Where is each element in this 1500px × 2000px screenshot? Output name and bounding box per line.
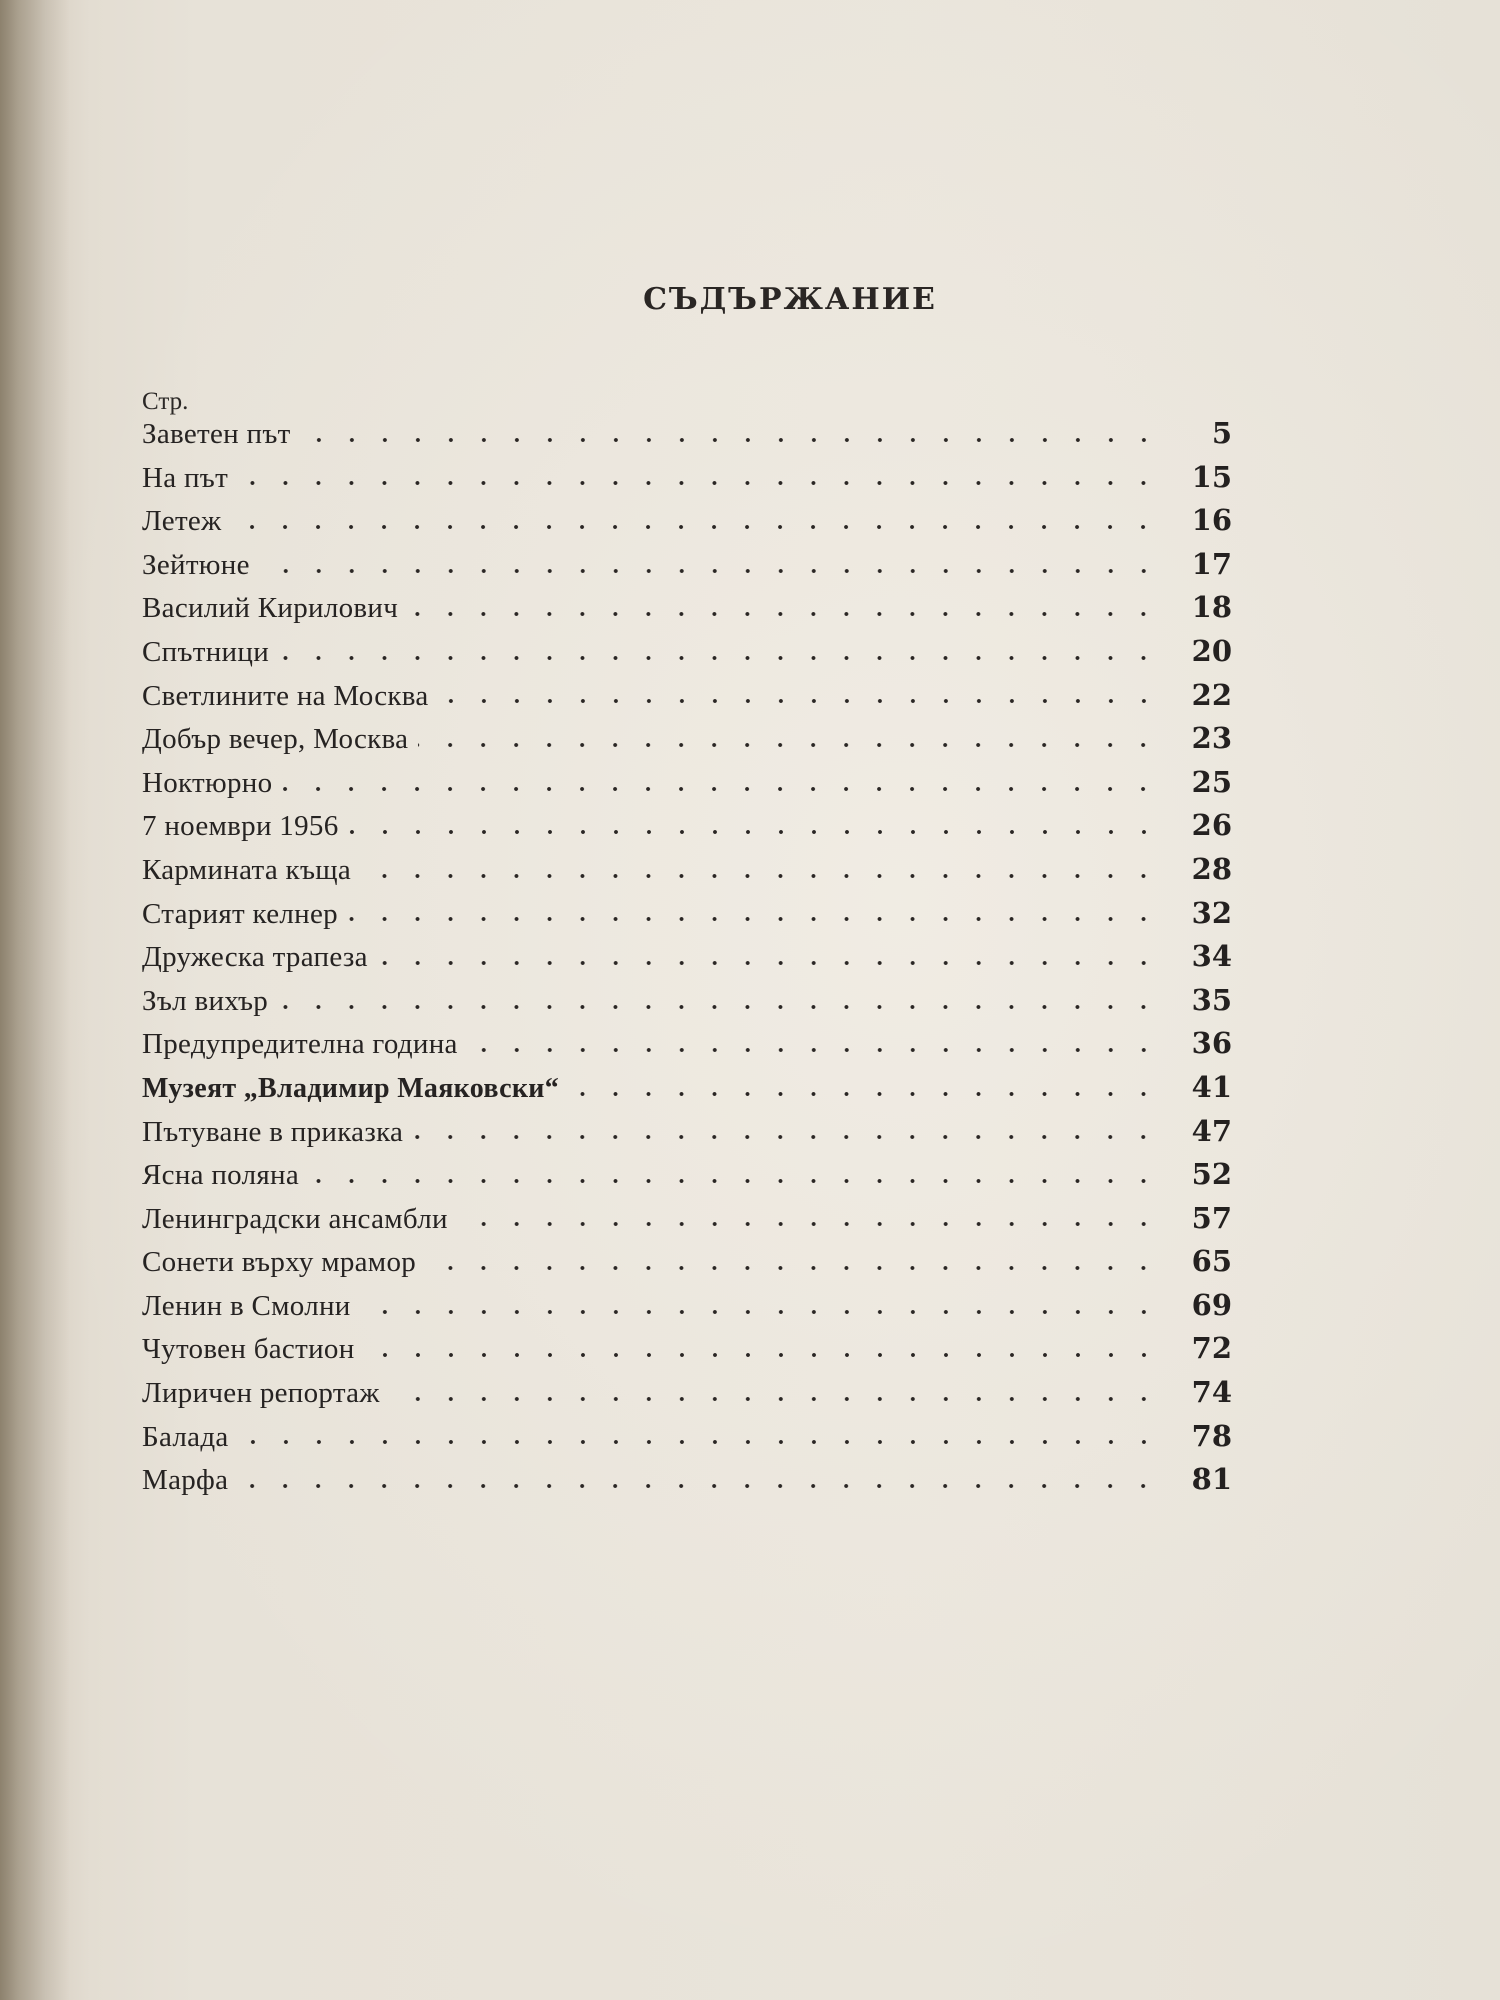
toc-entry-page-number: 47 xyxy=(1191,1113,1232,1148)
dot-leader xyxy=(468,1048,1160,1052)
toc-entry-title: Спътници xyxy=(142,635,270,668)
toc-entry-page-number: 69 xyxy=(1191,1287,1232,1322)
dot-leader xyxy=(348,917,1160,921)
toc-entry-title: Лиричен репортаж xyxy=(142,1377,380,1410)
toc-entry xyxy=(142,1415,1232,1459)
toc-entry-page-number: 16 xyxy=(1191,503,1232,538)
toc-entry xyxy=(142,1458,1232,1502)
dot-leader xyxy=(458,1222,1160,1226)
toc-entry xyxy=(142,1197,1232,1241)
toc-entry xyxy=(142,456,1232,500)
toc-entry-title: Балада xyxy=(142,1420,229,1453)
toc-entry-page-number: 28 xyxy=(1191,851,1232,886)
toc-entry xyxy=(142,804,1232,848)
toc-entry-page-number: 72 xyxy=(1191,1331,1232,1366)
dot-leader xyxy=(260,569,1160,573)
dot-leader xyxy=(361,874,1160,878)
toc-entry-page-number: 5 xyxy=(1211,416,1232,450)
toc-entry-page-number: 20 xyxy=(1191,633,1232,668)
toc-entry-title: Летеж xyxy=(142,505,222,538)
toc-entry xyxy=(142,1066,1232,1110)
dot-leader xyxy=(239,1440,1160,1444)
toc-entry-title: 7 ноември 1956 xyxy=(142,810,339,843)
toc-entry xyxy=(142,1110,1232,1154)
dot-leader xyxy=(418,743,1160,747)
toc-entry-page-number: 74 xyxy=(1191,1375,1232,1410)
toc-entry-title: Ноктюрно xyxy=(142,766,273,799)
toc-entry-title: Зъл вихър xyxy=(142,984,269,1017)
toc-entry xyxy=(142,674,1232,718)
toc-entry-title: Ясна поляна xyxy=(142,1159,299,1192)
toc-entry xyxy=(142,717,1232,761)
toc-entry-page-number: 32 xyxy=(1191,895,1232,930)
toc-entry xyxy=(142,1153,1232,1197)
toc-entry xyxy=(142,630,1232,674)
toc-entry-title: Добър вечер, Москва xyxy=(142,723,409,756)
toc-entry-page-number: 15 xyxy=(1191,459,1232,494)
page-title: СЪДЪРЖАНИЕ xyxy=(643,282,937,317)
toc-entry-page-number: 26 xyxy=(1191,808,1232,843)
toc-entry-title: Дружеска трапеза xyxy=(142,941,368,974)
toc-entry xyxy=(142,1022,1232,1066)
toc-entry-title: На път xyxy=(142,461,229,494)
toc-entry-title: Кармината къща xyxy=(142,853,352,886)
dot-leader xyxy=(231,525,1160,529)
toc-entry xyxy=(142,499,1232,543)
toc-entry-title: Чутовен бастион xyxy=(142,1333,355,1366)
dot-leader xyxy=(439,699,1160,703)
toc-entry xyxy=(142,543,1232,587)
toc-entry xyxy=(142,1284,1232,1328)
dot-leader xyxy=(390,1397,1160,1401)
toc-entry xyxy=(142,586,1232,630)
dot-leader xyxy=(278,1005,1160,1009)
dot-leader xyxy=(282,787,1160,791)
toc-entry-title: Василий Кирилович xyxy=(142,592,399,625)
toc-entry-page-number: 78 xyxy=(1191,1418,1232,1453)
dot-leader xyxy=(361,1310,1160,1314)
toc-entry xyxy=(142,892,1232,936)
table-of-contents xyxy=(142,412,1232,1502)
toc-entry xyxy=(142,412,1232,456)
dot-leader xyxy=(365,1353,1160,1357)
toc-entry-title: Сонети върху мрамор xyxy=(142,1246,417,1279)
toc-entry-title: Старият келнер xyxy=(142,897,338,930)
dot-leader xyxy=(279,656,1160,660)
toc-entry-title: Марфа xyxy=(142,1464,229,1497)
toc-entry-page-number: 41 xyxy=(1191,1069,1232,1104)
toc-entry-title: Ленинградски ансамбли xyxy=(142,1202,448,1235)
toc-entry-title: Зейтюне xyxy=(142,548,250,581)
dot-leader xyxy=(569,1092,1160,1096)
toc-entry-page-number: 65 xyxy=(1191,1244,1232,1279)
dot-leader xyxy=(238,1484,1160,1488)
toc-entry-page-number: 18 xyxy=(1191,590,1232,625)
toc-entry xyxy=(142,979,1232,1023)
toc-entry-title: Пътуване в приказка xyxy=(142,1115,404,1148)
toc-entry-page-number: 52 xyxy=(1191,1157,1232,1192)
toc-entry xyxy=(142,1371,1232,1415)
toc-entry xyxy=(142,761,1232,805)
toc-entry-title: Светлините на Москва xyxy=(142,679,429,712)
toc-entry-title: Заветен път xyxy=(142,418,291,450)
toc-entry-title: Ленин в Смолни xyxy=(142,1289,351,1322)
toc-entry xyxy=(142,1327,1232,1371)
page-column-label: Стр. xyxy=(142,388,189,415)
toc-entry-page-number: 81 xyxy=(1191,1462,1232,1497)
dot-leader xyxy=(349,830,1160,834)
dot-leader xyxy=(426,1266,1160,1270)
toc-entry xyxy=(142,1240,1232,1284)
toc-entry-page-number: 36 xyxy=(1191,1026,1232,1061)
toc-entry-page-number: 25 xyxy=(1191,764,1232,799)
toc-entry xyxy=(142,848,1232,892)
toc-entry-page-number: 35 xyxy=(1191,982,1232,1017)
toc-entry-page-number: 57 xyxy=(1191,1200,1232,1235)
dot-leader xyxy=(238,481,1160,485)
dot-leader xyxy=(408,612,1160,616)
toc-entry-page-number: 17 xyxy=(1191,546,1232,581)
toc-entry xyxy=(142,935,1232,979)
dot-leader xyxy=(413,1135,1160,1139)
dot-leader xyxy=(309,1179,1160,1183)
toc-entry-page-number: 34 xyxy=(1191,939,1232,974)
dot-leader xyxy=(378,961,1160,965)
toc-entry-page-number: 22 xyxy=(1191,677,1232,712)
toc-entry-title: Предупредителна година xyxy=(142,1028,458,1061)
toc-entry-page-number: 23 xyxy=(1191,721,1232,756)
dot-leader xyxy=(301,438,1160,442)
toc-entry-title: Музеят „Владимир Маяковски“ xyxy=(142,1072,559,1104)
